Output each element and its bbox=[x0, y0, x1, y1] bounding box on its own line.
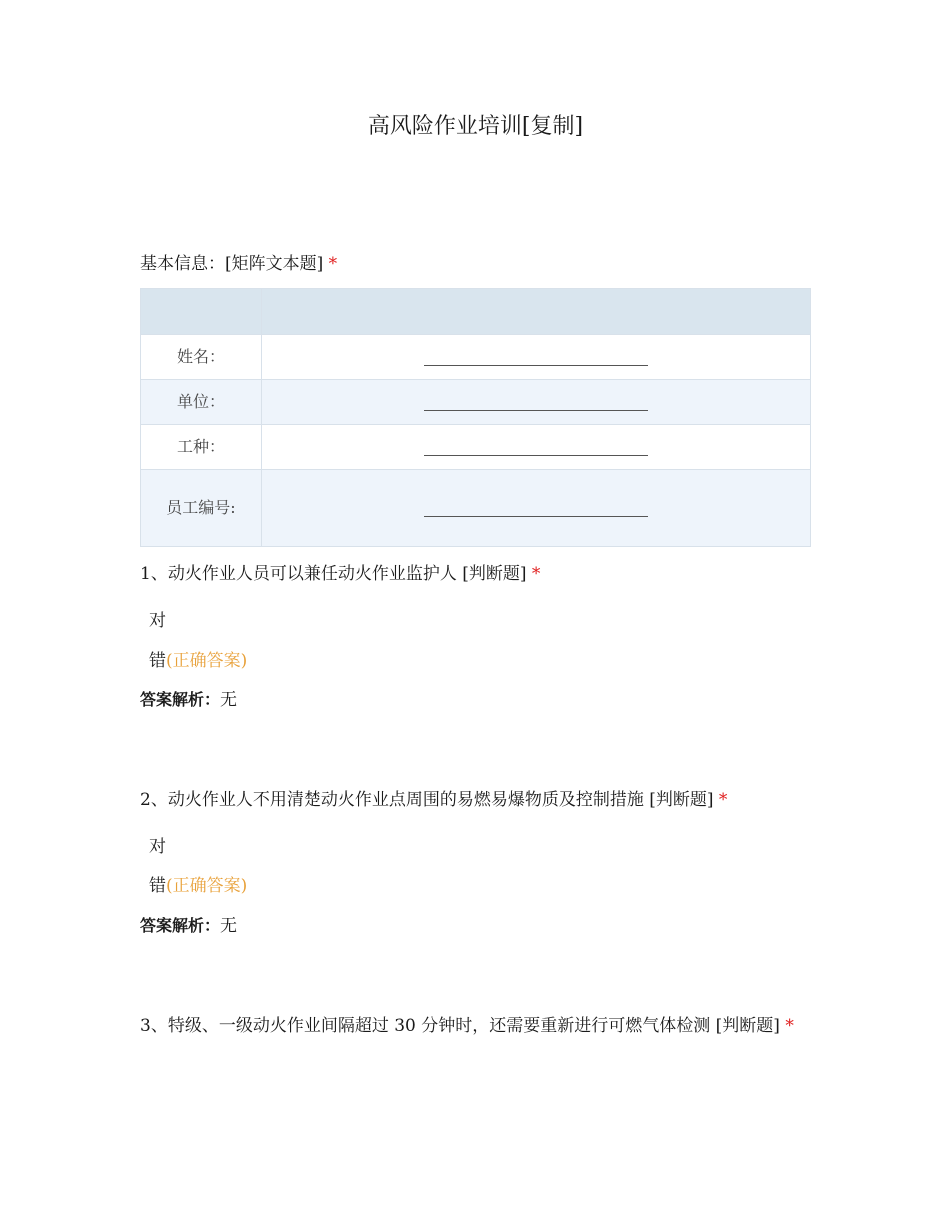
question-2-heading bbox=[140, 782, 811, 818]
correct-answer-tag: (正确答案) bbox=[166, 876, 248, 896]
row-label-job-type: 工种： bbox=[141, 425, 262, 470]
question-1-analysis bbox=[140, 688, 237, 712]
table-row bbox=[141, 470, 811, 547]
table-row bbox=[141, 425, 811, 470]
question-2-text: 2、动火作业人不用清楚动火作业点周围的易燃易爆物质及控制措施 [判断题] bbox=[140, 790, 714, 810]
basic-info-label: 基本信息：[矩阵文本题] bbox=[140, 254, 324, 274]
row-label-employee-id: 员工编号: bbox=[141, 470, 262, 547]
required-mark: * bbox=[785, 1016, 794, 1036]
table-header-row bbox=[141, 289, 811, 335]
required-mark: * bbox=[718, 790, 728, 810]
job-type-input[interactable] bbox=[424, 435, 648, 456]
question-1-option-false[interactable] bbox=[149, 649, 247, 673]
employee-id-input[interactable] bbox=[424, 496, 648, 517]
analysis-value: 无 bbox=[220, 690, 238, 710]
table-header-cell bbox=[141, 289, 262, 335]
analysis-label: 答案解析： bbox=[140, 690, 221, 709]
question-3-heading bbox=[140, 1008, 811, 1044]
option-label: 错 bbox=[149, 651, 166, 671]
analysis-value: 无 bbox=[220, 916, 238, 936]
analysis-label: 答案解析： bbox=[140, 916, 221, 935]
basic-info-table bbox=[140, 288, 811, 547]
table-header-cell bbox=[262, 289, 811, 335]
correct-answer-tag: (正确答案) bbox=[166, 651, 248, 671]
question-1-heading bbox=[140, 556, 811, 592]
required-mark: * bbox=[328, 254, 338, 274]
unit-input[interactable] bbox=[424, 390, 648, 411]
question-1-option-true[interactable] bbox=[149, 609, 166, 633]
page-title: 高风险作业培训[复制] bbox=[367, 114, 584, 139]
basic-info-heading bbox=[140, 246, 811, 282]
table-row bbox=[141, 380, 811, 425]
question-2-option-true[interactable] bbox=[149, 835, 166, 859]
question-3-text: 3、特级、一级动火作业间隔超过 30 分钟时，还需要重新进行可燃气体检测 [判断题] bbox=[140, 1016, 780, 1036]
option-label: 对 bbox=[149, 837, 166, 857]
option-label: 错 bbox=[149, 876, 166, 896]
table-row bbox=[141, 335, 811, 380]
question-2-analysis bbox=[140, 914, 237, 938]
row-label-unit: 单位： bbox=[141, 380, 262, 425]
option-label: 对 bbox=[149, 611, 166, 631]
row-label-name: 姓名： bbox=[141, 335, 262, 380]
question-1-text: 1、动火作业人员可以兼任动火作业监护人 [判断题] bbox=[140, 564, 527, 584]
name-input[interactable] bbox=[424, 345, 648, 366]
question-2-option-false[interactable] bbox=[149, 874, 247, 898]
required-mark: * bbox=[531, 564, 541, 584]
